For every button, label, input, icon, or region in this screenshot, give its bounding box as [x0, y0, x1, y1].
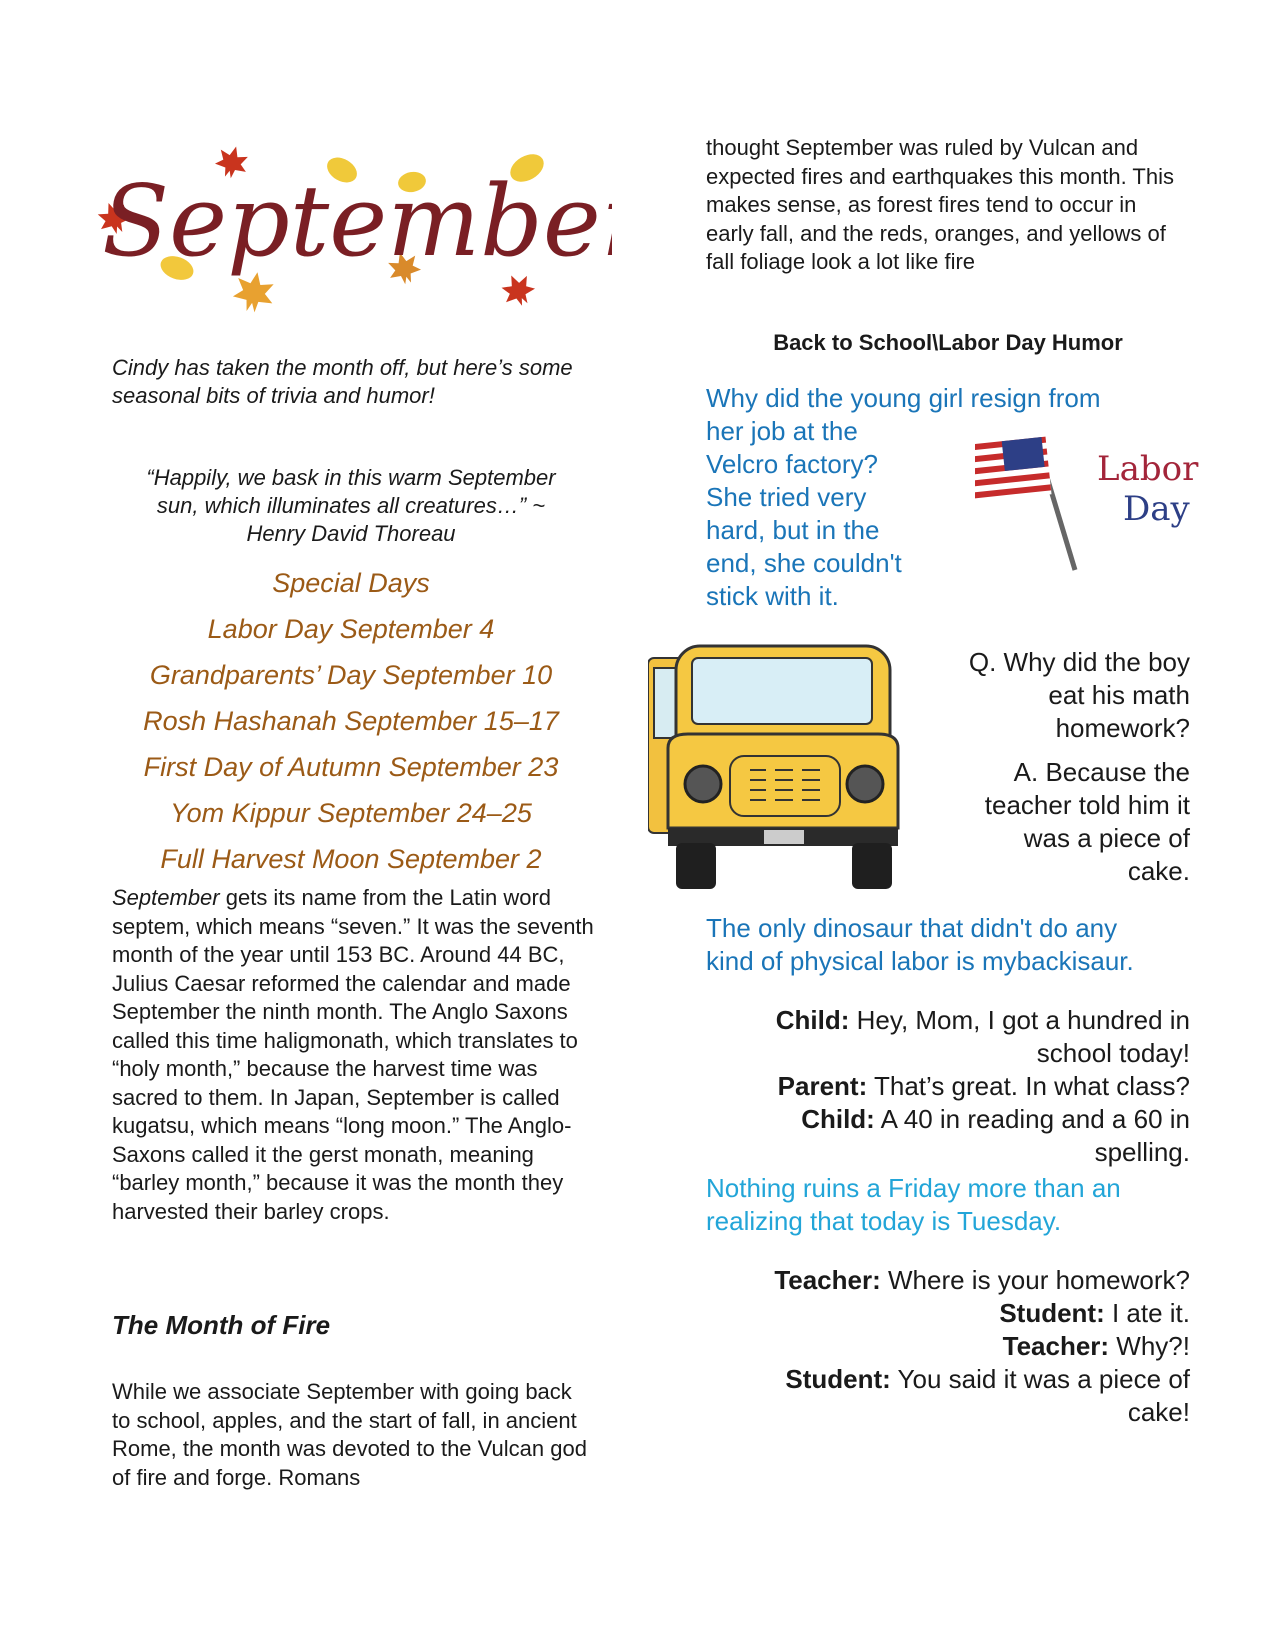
- labor-day-logo: [975, 432, 1215, 582]
- joke-line: The only dinosaur that didn't do any: [706, 913, 1118, 943]
- joke-line: cake.: [1127, 856, 1190, 886]
- joke-hundred-dialog: [690, 1004, 1190, 1169]
- special-day-item: Grandparents’ Day September 10: [149, 660, 553, 690]
- joke-line: Q. Why did the boy: [968, 647, 1190, 677]
- joke-line: eat his math: [1048, 680, 1190, 710]
- speaker-label: Student:: [999, 1298, 1105, 1328]
- joke-line: teacher told him it: [984, 790, 1190, 820]
- dialog-line: [690, 1070, 1190, 1103]
- quote-line: “Happily, we bask in this warm September: [146, 465, 556, 490]
- fire-heading: The Month of Fire: [112, 1310, 331, 1340]
- dialog-text: Hey, Mom, I got a hundred in: [849, 1005, 1190, 1035]
- joke-line: stick with it.: [706, 581, 839, 611]
- origin-text: gets its name from the Latin word septem, which means “seven.” It was the seventh month of the year until 153 BC. Around 44 BC, Julius Caesar reformed the calendar and made September the ninth month. The Anglo Saxons called this time haligmonath, which translates to “holy month,” because the harvest time was sacred to them. In Japan, September is called kugatsu, which means “long moon.” The Anglo-Saxons called it the gerst monath, meaning “barley month,” because it was the month they harvested their barley crops.: [112, 885, 594, 1224]
- joke-line: Velcro factory?: [706, 449, 878, 479]
- intro-text: Cindy has taken the month off, but here’s some seasonal bits of trivia and humor!: [112, 355, 573, 408]
- speaker-label: Teacher:: [1002, 1331, 1110, 1361]
- dialog-line: [690, 1264, 1190, 1297]
- joke-line: hard, but in the: [706, 515, 880, 545]
- september-logo-art: [92, 140, 612, 340]
- thoreau-quote: [112, 464, 590, 548]
- special-days-heading: Special Days: [272, 568, 430, 598]
- joke-dinosaur: [706, 912, 1196, 978]
- dialog-line: [690, 1363, 1190, 1396]
- labor-logo-text: Labor: [1097, 449, 1199, 489]
- joke-line: was a piece of: [1023, 823, 1190, 853]
- joke-math-question: [930, 646, 1190, 745]
- special-day-item: Yom Kippur September 24–25: [170, 798, 532, 828]
- joke-line: Nothing ruins a Friday more than an: [706, 1173, 1121, 1203]
- dialog-line: [690, 1004, 1190, 1037]
- dialog-line: [690, 1297, 1190, 1330]
- dialog-text: Why?!: [1109, 1331, 1190, 1361]
- joke-homework-dialog: [690, 1264, 1190, 1429]
- dialog-line: school today!: [1036, 1038, 1190, 1068]
- speaker-label: Child:: [801, 1104, 875, 1134]
- joke-line: She tried very: [706, 482, 867, 512]
- american-flag-icon: [975, 432, 1215, 582]
- joke-line: end, she couldn't: [706, 548, 902, 578]
- dialog-text: That’s great. In what class?: [867, 1071, 1190, 1101]
- speaker-label: Student:: [785, 1364, 891, 1394]
- joke-math-answer: [930, 756, 1190, 888]
- joke-line: Why did the young girl resign from: [706, 383, 1101, 413]
- special-day-item: First Day of Autumn September 23: [143, 752, 559, 782]
- joke-line: homework?: [1055, 713, 1190, 743]
- special-day-item: Labor Day September 4: [207, 614, 495, 644]
- quote-line: sun, which illuminates all creatures…” ~: [156, 493, 546, 518]
- dialog-line: spelling.: [1094, 1137, 1190, 1167]
- joke-line: A. Because the: [1013, 757, 1190, 787]
- day-logo-text: Day: [1123, 489, 1190, 529]
- special-day-item: Rosh Hashanah September 15–17: [143, 706, 559, 736]
- dialog-text: A 40 in reading and a 60 in: [874, 1104, 1190, 1134]
- joke-line: realizing that today is Tuesday.: [706, 1206, 1062, 1236]
- fire-paragraph: While we associate September with going back to school, apples, and the start of fall, in ancient Rome, the month was devoted to the Vulcan god of fire and forge. Romans: [112, 1379, 587, 1490]
- speaker-label: Teacher:: [774, 1265, 881, 1295]
- dialog-text: I ate it.: [1104, 1298, 1190, 1328]
- school-bus-icon: [648, 638, 903, 894]
- quote-author: Henry David Thoreau: [246, 521, 456, 546]
- dialog-text: You said it was a piece of: [890, 1364, 1190, 1394]
- joke-line: her job at the: [706, 416, 858, 446]
- joke-friday: [706, 1172, 1186, 1238]
- origin-lead: September: [112, 885, 220, 910]
- special-day-item: Full Harvest Moon September 2: [160, 844, 542, 874]
- logo-text: September: [102, 165, 612, 279]
- speaker-label: Parent:: [777, 1071, 868, 1101]
- dialog-line: cake!: [1127, 1397, 1190, 1427]
- humor-heading: Back to School\Labor Day Humor: [773, 330, 1123, 355]
- dialog-text: Where is your homework?: [880, 1265, 1190, 1295]
- origin-paragraph: [112, 884, 596, 1226]
- speaker-label: Child:: [775, 1005, 850, 1035]
- joke-line: kind of physical labor is mybackisaur.: [706, 946, 1134, 976]
- dialog-line: [690, 1103, 1190, 1136]
- special-days: [112, 560, 590, 882]
- fire-paragraph-continued: thought September was ruled by Vulcan and expected fires and earthquakes this month. This makes sense, as forest fires tend to occur in early fall, and the reds, oranges, and yellows of fall foliage look a lot like fire: [706, 135, 1174, 274]
- september-logo: [92, 140, 612, 340]
- dialog-line: [690, 1330, 1190, 1363]
